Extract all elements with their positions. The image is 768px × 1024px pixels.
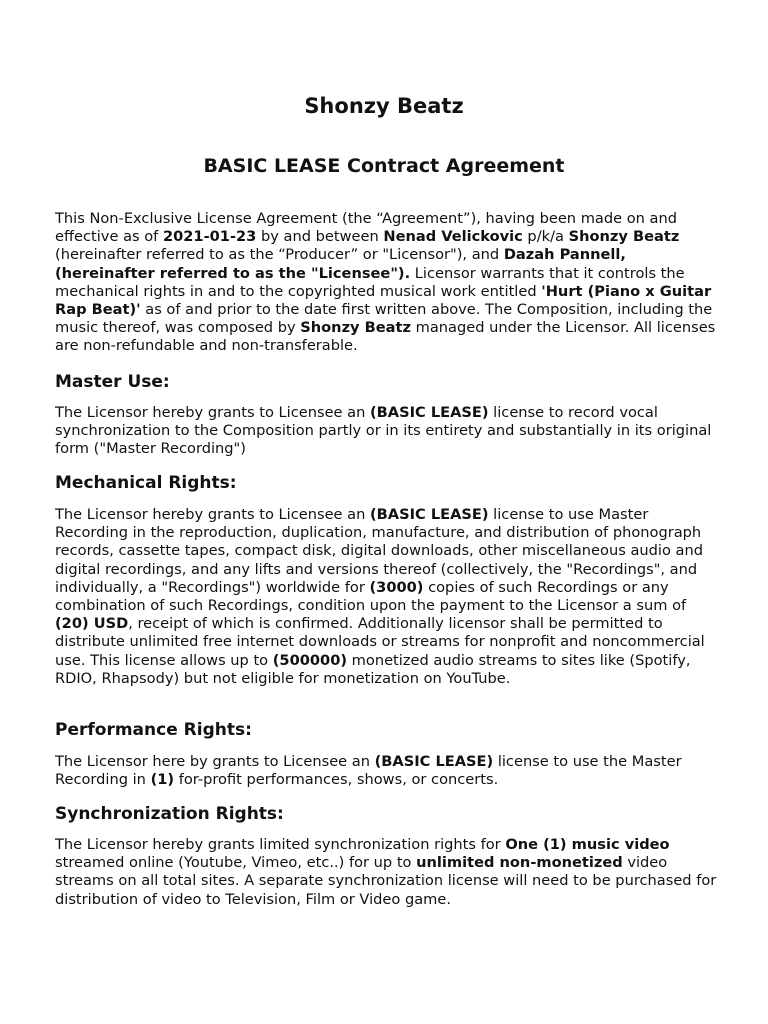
text-run: (hereinafter referred to as the “Producer” or "Licensor"), and [55, 246, 504, 264]
text-run: , receipt of which is confirmed. Additionally licensor shall be permitted to distribute unlimited free internet downloads or streams for nonprofit and noncommercial use. This license allows up to [55, 615, 705, 669]
text-run: streamed online (Youtube, Vimeo, etc..) for up to [55, 854, 417, 872]
text-run: The Licensor hereby grants to Licensee an [55, 404, 370, 421]
bold-text-run: 'Hurt (Piano x Guitar Rap Beat)' [55, 282, 712, 319]
text-run: Licensor warrants that it controls the mechanical rights in and to the copyrighted musical work entitled [55, 264, 685, 300]
section-heading-synchronization-rights: Synchronization Rights: [55, 804, 284, 824]
section-heading-mechanical-rights: Mechanical Rights: [55, 473, 237, 493]
document-title: Shonzy Beatz [304, 94, 464, 118]
bold-text-run: Shonzy Beatz [568, 228, 680, 246]
section-heading-performance-rights: Performance Rights: [55, 720, 252, 740]
text-run: by and between [256, 228, 384, 246]
text-run: The Licensor here by grants to Licensee an [55, 753, 375, 770]
bold-text-run: (BASIC LEASE) [370, 506, 489, 523]
text-run: The Licensor hereby grants limited synchronization rights for [55, 836, 506, 853]
bold-text-run: 2021-01-23 [162, 228, 257, 246]
bold-text-run: (1) [150, 771, 175, 789]
bold-text-run: Dazah Pannell, (hereinafter referred to as the "Licensee"). [55, 246, 626, 282]
text-run: This Non-Exclusive License Agreement (the “Agreement”), having been made on and effective as of [55, 210, 678, 246]
text-run: monetized audio streams to sites like (Spotify, RDIO, Rhapsody) but not eligible for monetization on YouTube. [55, 651, 691, 687]
text-run: The Licensor hereby grants to Licensee an [55, 506, 370, 523]
text-run: for-profit performances, shows, or concerts. [174, 771, 499, 789]
document-subtitle: BASIC LEASE Contract Agreement [203, 155, 565, 177]
text-run: managed under the Licensor. All licenses are non-refundable and non-transferable. [55, 319, 716, 355]
bold-text-run: Shonzy Beatz [300, 319, 411, 337]
intro-paragraph [55, 210, 720, 356]
bold-text-run: unlimited non-monetized [416, 854, 623, 872]
text-run: license to use Master Recording in the reproduction, duplication, manufacture, and distribution of phonograph records, cassette tapes, compact disk, digital downloads, other miscellaneous audio and digital recordings, and any lifts and versions thereof (collectively, the "Recordings", and individually, a "Recordings") worldwide for [55, 506, 703, 596]
text-run: p/k/a [522, 228, 569, 246]
text-run: video streams on all total sites. A separate synchronization license will need to be purchased for distribution of video to Television, Film or Video game. [55, 854, 717, 908]
section-heading-master-use: Master Use: [55, 372, 170, 392]
bold-text-run: Nenad Velickovic [383, 228, 523, 246]
section-body-synchronization-rights [55, 836, 720, 909]
text-run: license to use the Master Recording in [55, 753, 682, 789]
bold-text-run: (500000) [272, 651, 348, 669]
bold-text-run: (BASIC LEASE) [370, 404, 489, 421]
bold-text-run: One (1) music video [505, 836, 670, 853]
bold-text-run: (BASIC LEASE) [374, 753, 494, 770]
section-body-performance-rights [55, 753, 720, 789]
bold-text-run: (3000) [369, 578, 424, 596]
section-body-mechanical-rights [55, 506, 720, 688]
text-run: copies of such Recordings or any combination of such Recordings, condition upon the payment to the Licensor a sum of [55, 578, 687, 615]
section-body-master-use [55, 404, 720, 459]
text-run: as of and prior to the date first written above. The Composition, including the music thereof, was composed by [55, 301, 713, 337]
bold-text-run: (20) USD [55, 615, 129, 633]
text-run: license to record vocal synchronization to the Composition partly or in its entirety and substantially in its original form ("Master Recording") [55, 404, 712, 458]
